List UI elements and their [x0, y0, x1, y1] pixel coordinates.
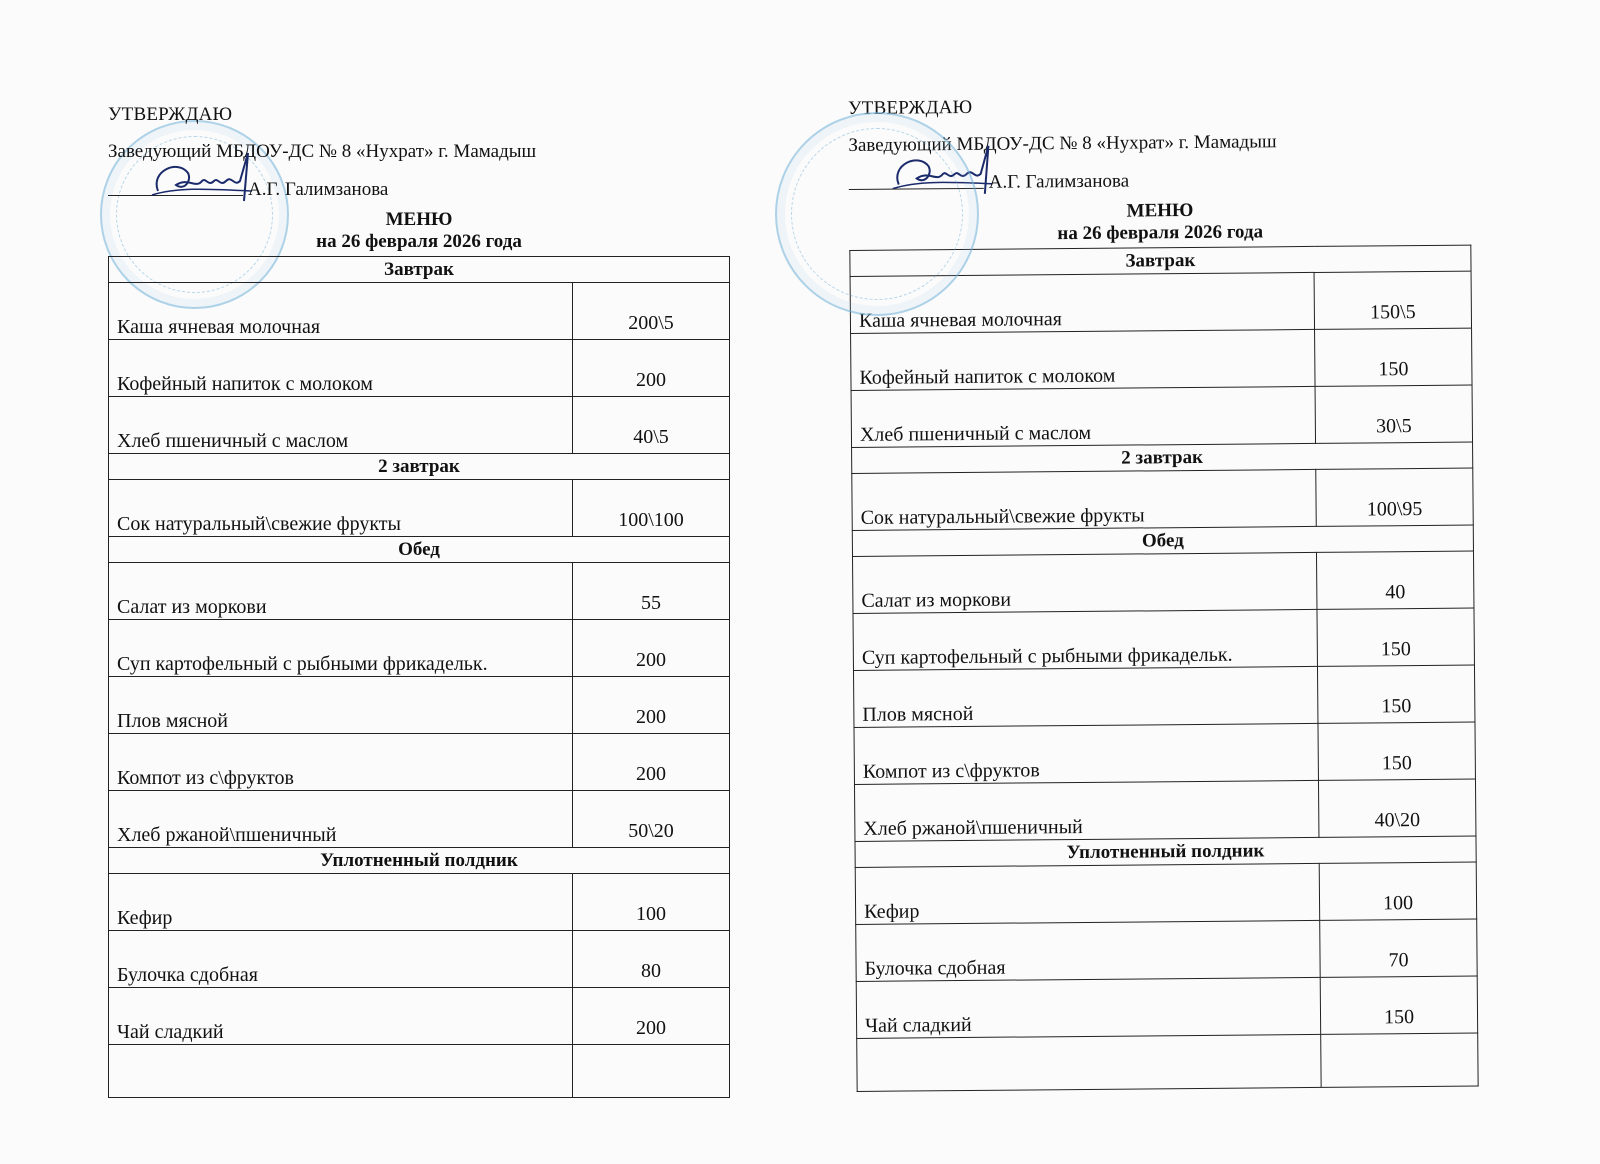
table-row: [109, 563, 730, 620]
empty-cell: [857, 1034, 1321, 1091]
dish-name: Плов мясной: [853, 666, 1317, 727]
portion-size: 150\5: [1314, 271, 1471, 329]
empty-cell: [573, 1045, 730, 1098]
dish-name: Каша ячневая молочная: [109, 283, 573, 340]
section-row: [109, 537, 730, 563]
table-row: [109, 620, 730, 677]
portion-size: 200: [573, 677, 730, 734]
dish-name: Плов мясной: [109, 677, 573, 734]
approve-heading: УТВЕРЖДАЮ: [848, 96, 973, 119]
portion-size: 100\100: [573, 480, 730, 537]
table-row: [851, 385, 1472, 447]
table-row: [109, 988, 730, 1045]
signer-name: А.Г. Галимзанова: [248, 179, 389, 200]
section-row: [109, 454, 730, 480]
portion-size: 55: [573, 563, 730, 620]
menu-date: на 26 февраля 2026 года: [316, 231, 522, 252]
portion-size: 200: [573, 988, 730, 1045]
table-row: [856, 919, 1477, 981]
approve-heading: УТВЕРЖДАЮ: [108, 104, 233, 125]
portion-size: 80: [573, 931, 730, 988]
menu-table-body: [109, 257, 730, 1098]
table-row: [109, 283, 730, 340]
dish-name: Булочка сдобная: [856, 920, 1320, 981]
dish-name: Булочка сдобная: [109, 931, 573, 988]
portion-size: 100\95: [1316, 468, 1473, 526]
table-row: [109, 397, 730, 454]
menu-date: на 26 февраля 2026 года: [1057, 221, 1264, 245]
dish-name: Каша ячневая молочная: [850, 272, 1314, 333]
portion-size: 150: [1320, 976, 1477, 1034]
dish-name: Кефир: [855, 863, 1319, 924]
portion-size: 40\5: [573, 397, 730, 454]
empty-row: [857, 1033, 1478, 1091]
empty-cell: [109, 1045, 573, 1098]
portion-size: 200: [573, 340, 730, 397]
dish-name: Кефир: [109, 874, 573, 931]
dish-name: Сок натуральный\свежие фрукты: [109, 480, 573, 537]
table-row: [851, 328, 1472, 390]
portion-size: 70: [1320, 919, 1477, 977]
portion-size: 100: [573, 874, 730, 931]
signer-name: А.Г. Галимзанова: [988, 170, 1130, 193]
seal-stamp: [775, 112, 979, 316]
dish-name: Чай сладкий: [109, 988, 573, 1045]
portion-size: 50\20: [573, 791, 730, 848]
table-row: [853, 608, 1474, 670]
menu-title: МЕНЮ: [385, 209, 453, 230]
section-title: Уплотненный полдник: [855, 836, 1476, 867]
section-title: 2 завтрак: [109, 454, 730, 480]
table-row: [853, 665, 1474, 727]
dish-name: Компот из с\фруктов: [854, 723, 1318, 784]
dish-name: Салат из моркови: [109, 563, 573, 620]
dish-name: Хлеб ржаной\пшеничный: [854, 780, 1318, 841]
table-row: [854, 722, 1475, 784]
signature-block: [108, 163, 728, 207]
table-row: [856, 976, 1477, 1038]
table-row: [109, 734, 730, 791]
dish-name: Хлеб ржаной\пшеничный: [109, 791, 573, 848]
menu-table-body: [850, 245, 1478, 1091]
menu-table: [108, 256, 730, 1098]
portion-size: 150: [1318, 722, 1475, 780]
table-row: [852, 468, 1473, 530]
empty-row: [109, 1045, 730, 1098]
table-row: [109, 340, 730, 397]
dish-name: Суп картофельный с рыбными фрикадельк.: [109, 620, 573, 677]
menu-table: [849, 245, 1478, 1092]
portion-size: 200: [573, 734, 730, 791]
dish-name: Сок натуральный\свежие фрукты: [852, 469, 1316, 530]
section-row: [109, 257, 730, 283]
table-row: [109, 874, 730, 931]
dish-name: Компот из с\фруктов: [109, 734, 573, 791]
table-row: [109, 931, 730, 988]
portion-size: 150: [1315, 328, 1472, 386]
head-position: Заведующий МБДОУ-ДС № 8 «Нухрат» г. Мамадыш: [108, 141, 537, 162]
section-title: 2 завтрак: [852, 442, 1473, 473]
portion-size: 200: [573, 620, 730, 677]
table-row: [109, 677, 730, 734]
portion-size: 30\5: [1315, 385, 1472, 443]
table-row: [854, 779, 1475, 841]
table-row: [855, 862, 1476, 924]
dish-name: Салат из моркови: [853, 552, 1317, 613]
dish-name: Кофейный напиток с молоком: [851, 329, 1315, 390]
section-title: Завтрак: [850, 245, 1471, 276]
section-title: Обед: [109, 537, 730, 563]
section-title: Завтрак: [109, 257, 730, 283]
dish-name: Хлеб пшеничный с маслом: [109, 397, 573, 454]
menu-document: [108, 104, 730, 1098]
section-title: Обед: [852, 525, 1473, 556]
dish-name: Хлеб пшеничный с маслом: [851, 386, 1315, 447]
empty-cell: [1321, 1033, 1478, 1087]
section-title: Уплотненный полдник: [109, 848, 730, 874]
portion-size: 40\20: [1318, 779, 1475, 837]
dish-name: Суп картофельный с рыбными фрикадельк.: [853, 609, 1317, 670]
portion-size: 200\5: [573, 283, 730, 340]
section-row: [109, 848, 730, 874]
portion-size: 150: [1317, 608, 1474, 666]
table-row: [109, 480, 730, 537]
handwritten-signature: [148, 151, 258, 207]
head-position: Заведующий МБДОУ-ДС № 8 «Нухрат» г. Мамадыш: [848, 131, 1277, 156]
table-row: [109, 791, 730, 848]
portion-size: 150: [1317, 665, 1474, 723]
table-row: [853, 551, 1474, 613]
dish-name: Чай сладкий: [856, 977, 1320, 1038]
portion-size: 100: [1319, 862, 1476, 920]
portion-size: 40: [1316, 551, 1473, 609]
menu-title: МЕНЮ: [1126, 199, 1194, 222]
dish-name: Кофейный напиток с молоком: [109, 340, 573, 397]
